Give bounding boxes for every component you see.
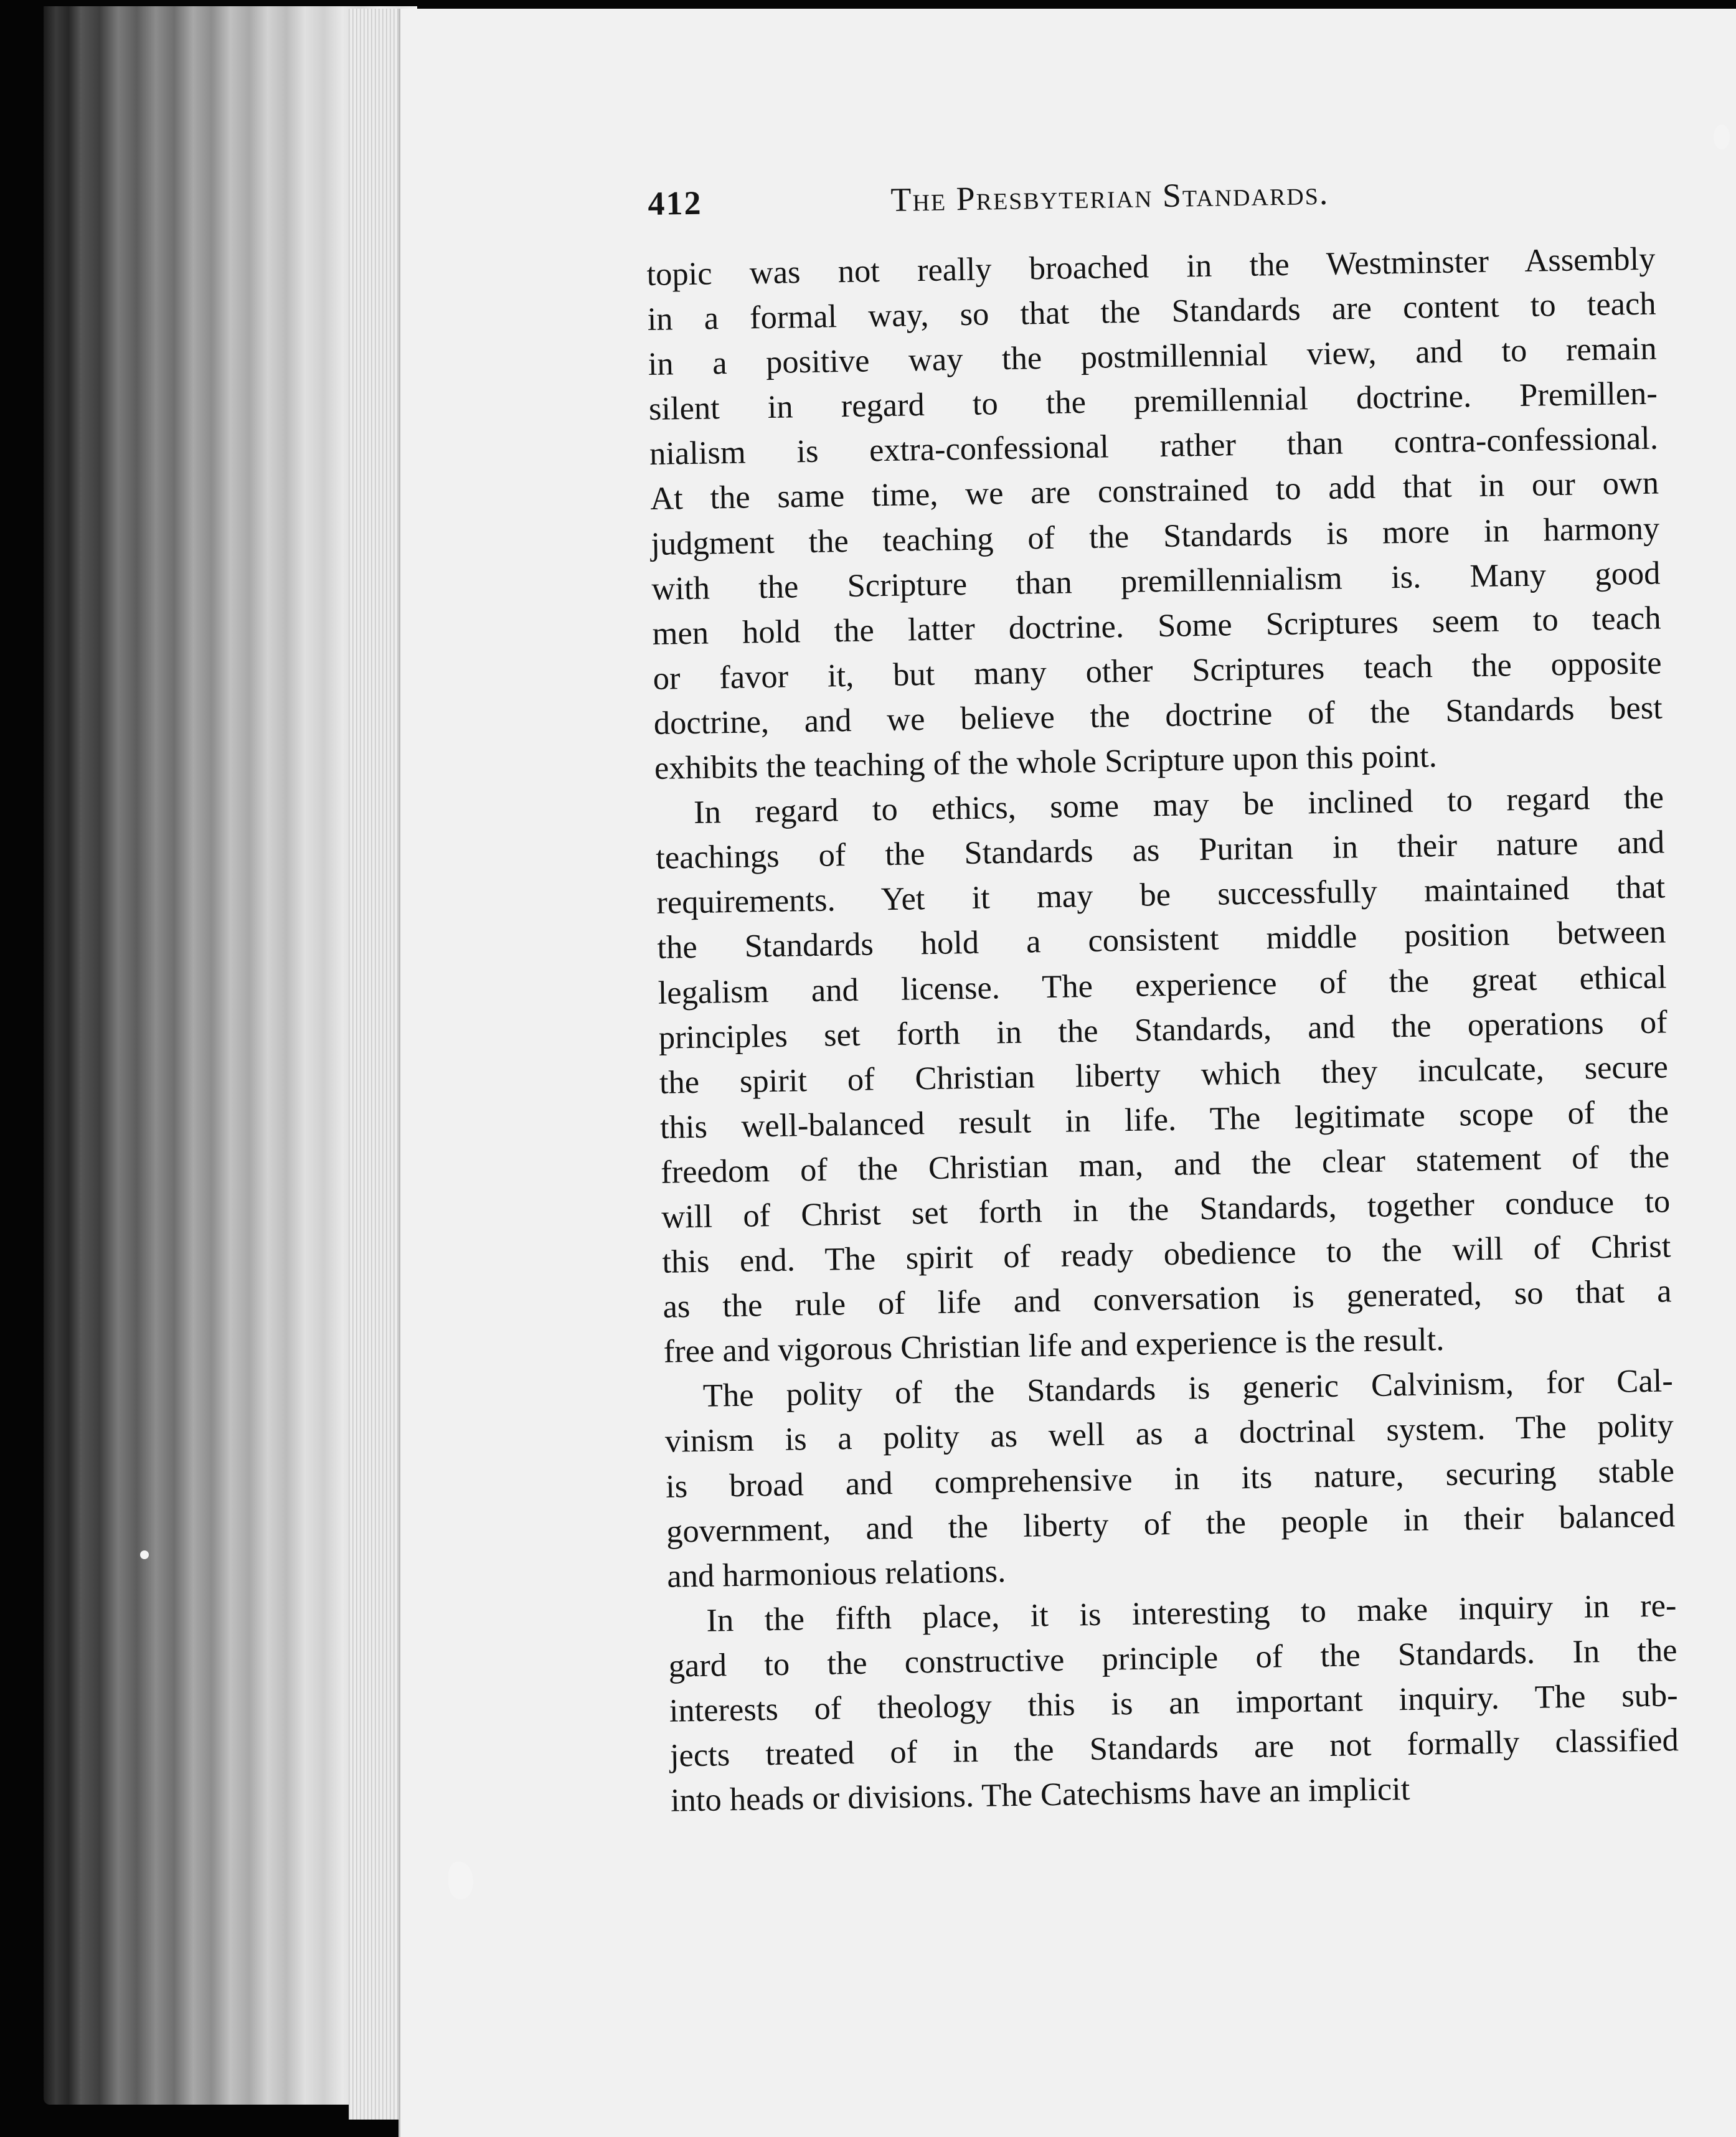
text-line: this end. The spirit of ready obedience to the will of Christ [662, 1228, 1671, 1280]
scan-speck [1714, 125, 1730, 149]
text-line: free and vigorous Christian life and experience is the result. [663, 1321, 1445, 1370]
text-line: judgment the teaching of the Standards is more in harmony [650, 510, 1660, 562]
text-line: into heads or divisions. The Catechisms have an implicit [670, 1771, 1410, 1819]
paragraph [668, 1583, 1679, 1823]
text-line: this well-balanced result in life. The legitimate scope of the [659, 1093, 1669, 1146]
text-line: exhibits the teaching of the whole Scripture upon this point. [654, 738, 1438, 786]
text-line: topic was not really broached in the Westminster Assembly [646, 240, 1656, 293]
text-line: The polity of the Standards is generic Calvinism, for Cal- [702, 1362, 1674, 1415]
paragraph [664, 1359, 1676, 1599]
text-line: in a formal way, so that the Standards are content to teach [647, 285, 1656, 338]
text-line: as the rule of life and conversation is generated, so that a [663, 1273, 1672, 1325]
scan-speck [140, 1550, 149, 1559]
text-line: government, and the liberty of the people in their balanced [666, 1497, 1676, 1550]
text-line: silent in regard to the premillennial doctrine. Premillen- [648, 375, 1658, 428]
text-line: nialism is extra-confessional rather than contra-confessional. [649, 420, 1659, 473]
text-line: and harmonious relations. [666, 1552, 1006, 1595]
text-line: jects treated of in the Standards are not formally classified [669, 1722, 1679, 1774]
paragraph [655, 775, 1673, 1375]
text-line: with the Scripture than premillennialism is. Many good [651, 555, 1661, 607]
text-line: principles set forth in the Standards, and the operations of [658, 1003, 1668, 1056]
text-line: is broad and comprehensive in its nature, securing stable [665, 1452, 1675, 1505]
text-line: or favor it, but many other Scriptures teach the opposite [653, 644, 1663, 697]
page-number: 412 [648, 184, 702, 222]
text-line: freedom of the Christian man, and the clear statement of the [660, 1138, 1670, 1191]
running-title: The Presbyterian Standards. [890, 174, 1329, 219]
text-line: At the same time, we are constrained to add that in our own [649, 465, 1659, 517]
text-line: In the fifth place, it is interesting to make inquiry in re- [706, 1587, 1677, 1639]
text-line: doctrine, and we believe the doctrine of the Standards best [653, 689, 1663, 742]
text-line: teachings of the Standards as Puritan in their nature and [655, 824, 1665, 877]
paragraph [646, 237, 1663, 791]
text-line: the spirit of Christian liberty which they inculcate, secure [659, 1049, 1669, 1101]
text-line: the Standards hold a consistent middle position between [657, 913, 1666, 966]
text-line: men hold the latter doctrine. Some Scriptures seem to teach [652, 600, 1661, 652]
text-line: requirements. Yet it may be successfully maintained that [656, 869, 1666, 922]
text-line: In regard to ethics, some may be inclined to regard the [693, 779, 1664, 831]
text-line: gard to the constructive principle of the Standards. In the [668, 1632, 1677, 1684]
text-line: will of Christ set forth in the Standards, together conduce to [661, 1183, 1671, 1235]
text-line: interests of theology this is an important inquiry. The sub- [669, 1677, 1679, 1729]
text-line: in a positive way the postmillennial view, and to remain [648, 330, 1658, 383]
body-text [646, 237, 1679, 1823]
text-line: vinism is a polity as well as a doctrinal system. The polity [664, 1407, 1674, 1460]
text-line: legalism and license. The experience of the great ethical [658, 958, 1667, 1011]
